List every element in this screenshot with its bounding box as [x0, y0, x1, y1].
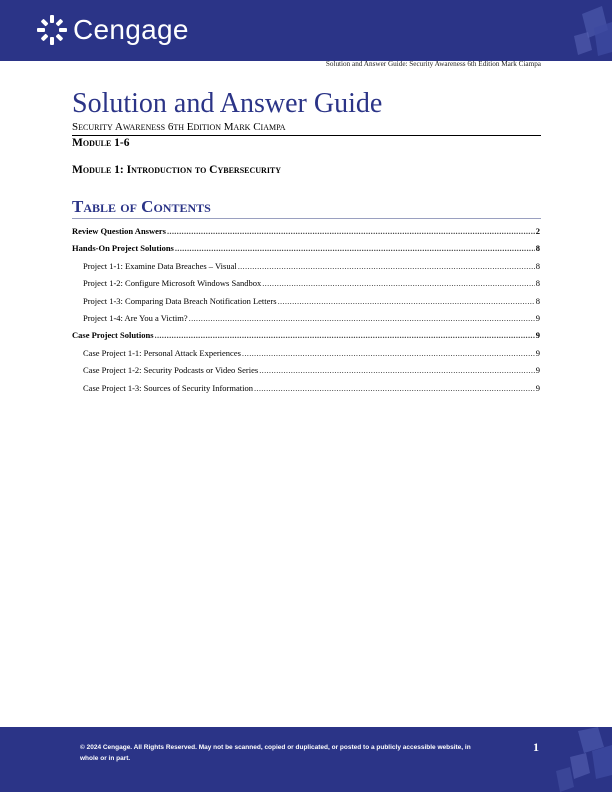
- toc-entry-page: 8: [535, 278, 540, 289]
- toc-entry-page: 9: [535, 330, 540, 341]
- toc-leader-dots: [262, 278, 535, 288]
- toc-entry-page: 9: [535, 382, 540, 393]
- toc-entry-page: 8: [535, 243, 540, 254]
- toc-entry-project-1-2[interactable]: [72, 278, 540, 295]
- toc-leader-dots: [175, 243, 535, 253]
- copyright-notice: © 2024 Cengage. All Rights Reserved. May not be scanned, copied or duplicated, or posted to a publicly accessible website, in whole or in part.: [80, 744, 471, 762]
- logo-text: Cengage: [73, 14, 189, 45]
- toc-entry-label: Case Project 1-1: Personal Attack Experiences: [83, 347, 241, 358]
- toc-entry-page: 9: [535, 365, 540, 376]
- toc-entry-case-project-1-3[interactable]: [72, 383, 540, 400]
- table-of-contents: [72, 226, 540, 400]
- toc-leader-dots: [259, 365, 535, 375]
- toc-entry-case-project-1-2[interactable]: [72, 365, 540, 382]
- toc-entry-label: Project 1-1: Examine Data Breaches – Visual: [83, 260, 237, 271]
- toc-entry-project-1-4[interactable]: [72, 313, 540, 330]
- toc-entry-hands-on-projects[interactable]: [72, 243, 540, 260]
- module-range: Module 1-6: [72, 137, 130, 149]
- toc-entry-label: Project 1-4: Are You a Victim?: [83, 312, 188, 323]
- header-band: [0, 0, 612, 61]
- toc-entry-project-1-3[interactable]: [72, 296, 540, 313]
- header-decorative-shapes: [560, 0, 612, 61]
- toc-entry-case-project-1-1[interactable]: [72, 348, 540, 365]
- document-title: Solution and Answer Guide: [72, 88, 383, 119]
- toc-entry-page: 8: [535, 295, 540, 306]
- toc-entry-label: Case Project 1-3: Sources of Security Information: [83, 382, 253, 393]
- toc-entry-page: 2: [535, 226, 540, 236]
- toc-leader-dots: [278, 296, 535, 306]
- toc-entry-label: Case Project 1-2: Security Podcasts or Video Series: [83, 365, 259, 376]
- toc-entry-label: Review Question Answers: [72, 226, 166, 236]
- toc-entry-label: Project 1-3: Comparing Data Breach Notification Letters: [83, 295, 277, 306]
- toc-leader-dots: [155, 330, 535, 340]
- toc-leader-dots: [189, 313, 535, 323]
- toc-entry-review-questions[interactable]: [72, 226, 540, 243]
- page-number: 1: [533, 740, 539, 754]
- toc-leader-dots: [242, 348, 535, 358]
- cengage-logo: [37, 15, 189, 45]
- module-title: Module 1: Introduction to Cybersecurity: [72, 164, 282, 176]
- toc-entry-label: Case Project Solutions: [72, 330, 154, 341]
- toc-entry-case-projects[interactable]: [72, 330, 540, 347]
- toc-heading: Table of Contents: [72, 197, 541, 219]
- cengage-pinwheel-icon: [37, 15, 67, 45]
- document-subtitle: Security Awareness 6th Edition Mark Ciampa: [72, 121, 541, 136]
- toc-entry-project-1-1[interactable]: [72, 261, 540, 278]
- toc-entry-page: 9: [535, 347, 540, 358]
- footer-band: [0, 727, 612, 792]
- toc-entry-page: 9: [535, 312, 540, 323]
- toc-entry-page: 8: [535, 260, 540, 271]
- running-head: Solution and Answer Guide: Security Awareness 6th Edition Mark Ciampa: [325, 60, 541, 68]
- toc-leader-dots: [238, 261, 535, 271]
- toc-entry-label: Project 1-2: Configure Microsoft Windows Sandbox: [83, 278, 262, 289]
- footer-decorative-shapes: [548, 727, 612, 792]
- toc-leader-dots: [167, 226, 535, 236]
- toc-leader-dots: [254, 383, 535, 393]
- toc-entry-label: Hands-On Project Solutions: [72, 243, 174, 254]
